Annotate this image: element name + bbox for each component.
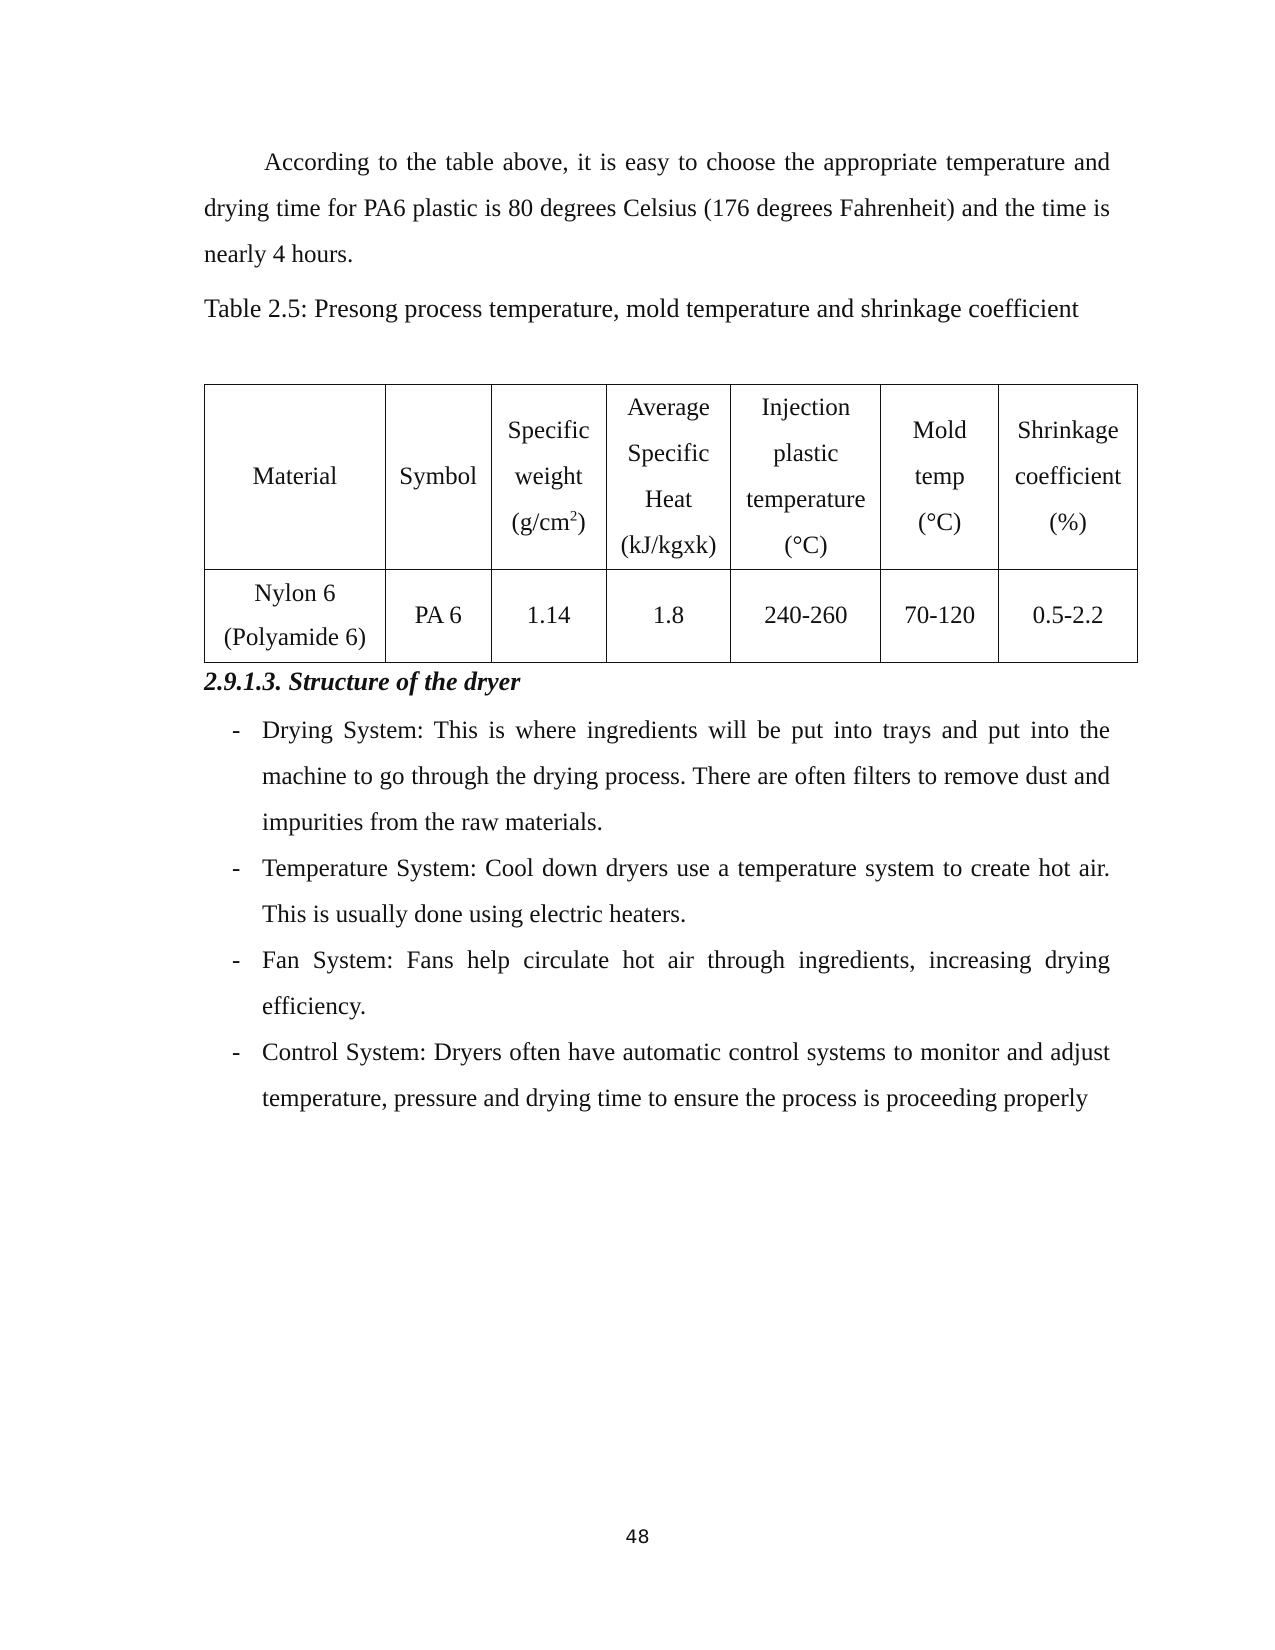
header-mold-temp: Mold temp (°C) xyxy=(881,385,999,570)
table-header-row xyxy=(205,385,1138,570)
table-row xyxy=(205,570,1138,663)
specific-weight-unit: $(g/cm^2)$ xyxy=(511,508,586,536)
properties-table xyxy=(204,384,1138,663)
cell-mold-temp: 70-120 xyxy=(881,570,999,663)
header-avg-specific-heat: Average Specific Heat (kJ/kgxk) xyxy=(606,385,731,570)
cell-injection-temp: 240-260 xyxy=(731,570,881,663)
list-item: - Temperature System: Cool down dryers use a temperature system to create hot air. This is usually done using electric heaters. xyxy=(204,846,1110,938)
list-item: - Control System: Dryers often have automatic control systems to monitor and adjust temperature, pressure and drying time to ensure the process is proceeding properly xyxy=(204,1030,1110,1122)
cell-specific-weight: 1.14 xyxy=(491,570,606,663)
bullet-list xyxy=(204,708,1110,1122)
header-material: Material xyxy=(205,385,386,570)
header-shrinkage: Shrinkage coefficient (%) xyxy=(999,385,1138,570)
intro-paragraph: According to the table above, it is easy to choose the appropriate temperature and drying time for PA6 plastic is 80 degrees Celsius (176 degrees Fahrenheit) and the time is nearly 4 hours. xyxy=(204,149,1110,268)
header-symbol: Symbol xyxy=(385,385,491,570)
bullet-dash: - xyxy=(232,717,241,744)
header-injection-temp: Injection plastic temperature (°C) xyxy=(731,385,881,570)
table-caption: Table 2.5: Presong process temperature, mold temperature and shrinkage coefficient xyxy=(204,294,1079,323)
bullet-dash: - xyxy=(232,1039,241,1066)
cell-symbol: PA 6 xyxy=(385,570,491,663)
header-specific-weight: Specific weight $(g/cm^2)$ xyxy=(491,385,606,570)
cell-material: Nylon 6 (Polyamide 6) xyxy=(205,570,386,663)
cell-avg-specific-heat: 1.8 xyxy=(606,570,731,663)
page-number: 48 xyxy=(625,1526,650,1548)
bullet-dash: - xyxy=(232,855,241,882)
bullet-dash: - xyxy=(232,947,241,974)
list-item: - Fan System: Fans help circulate hot air through ingredients, increasing drying efficiency. xyxy=(204,938,1110,1030)
section-heading: 2.9.1.3. Structure of the dryer xyxy=(204,667,521,696)
list-item: - Drying System: This is where ingredients will be put into trays and put into the machine to go through the drying process. There are often filters to remove dust and impurities from the raw materials. xyxy=(204,708,1110,846)
cell-shrinkage: 0.5-2.2 xyxy=(999,570,1138,663)
